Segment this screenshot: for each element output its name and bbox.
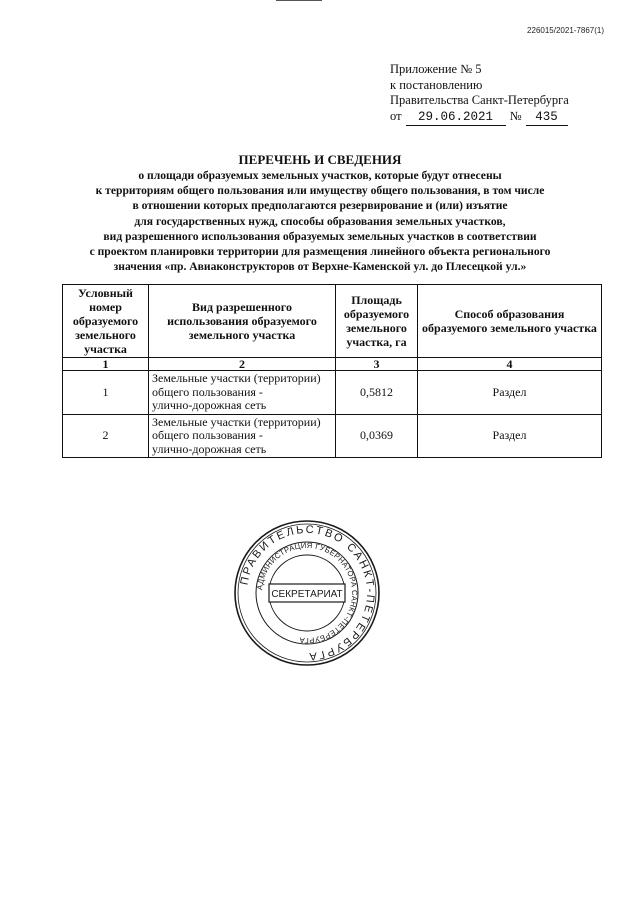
permitted-use-cell <box>149 414 336 458</box>
parcel-number-cell: 1 <box>63 371 149 415</box>
seal-outer-text: ПРАВИТЕЛЬСТВО САНКТ-ПЕТЕРБУРГА <box>238 523 377 663</box>
heading-line: значения «пр. Авиаконструкторов от Верхне-Каменской ул. до Плесецкой ул.» <box>113 260 527 274</box>
from-label: от <box>390 108 402 123</box>
appendix-line-3: Правительства Санкт-Петербурга <box>390 93 569 107</box>
header-area: Площадь образуемого земельного участка, га <box>336 285 418 358</box>
area-cell: 0,0369 <box>336 414 418 458</box>
header-permitted-use: Вид разрешенного использования образуемого земельного участка <box>149 285 336 358</box>
formation-method-cell: Раздел <box>418 371 602 415</box>
formation-method-cell: Раздел <box>418 414 602 458</box>
appendix-block <box>390 62 569 126</box>
permitted-use-line: улично-дорожная сеть <box>152 441 267 456</box>
parcel-number-cell: 2 <box>63 414 149 458</box>
heading-line: о площади образуемых земельных участков, которые будут отнесены <box>138 169 502 182</box>
heading-line: для государственных нужд, способы образования земельных участков, <box>134 214 506 228</box>
permitted-use-line: общего пользования - <box>152 428 263 442</box>
document-title: ПЕРЕЧЕНЬ И СВЕДЕНИЯ <box>238 152 402 167</box>
appendix-line-2: к постановлению <box>390 77 483 92</box>
appendix-date-line <box>390 109 569 127</box>
column-number: 4 <box>418 358 602 371</box>
document-heading <box>20 152 620 274</box>
parcels-table <box>62 284 602 458</box>
column-number: 2 <box>149 358 336 371</box>
permitted-use-line: Земельные участки (территории) <box>152 371 321 385</box>
number-label: № <box>509 108 522 123</box>
decree-number: 435 <box>526 110 568 127</box>
column-numbers-row <box>63 358 602 371</box>
top-scan-mark <box>276 0 322 1</box>
decree-date: 29.06.2021 <box>406 110 506 127</box>
header-parcel-number: Условный номер образуемого земельного участка <box>63 285 149 358</box>
permitted-use-line: улично-дорожная сеть <box>152 398 267 412</box>
heading-line: к территориям общего пользования или имуществу общего пользования, в том числе <box>95 184 545 198</box>
heading-line: с проектом планировки территории для размещения линейного объекта регионального <box>89 245 551 259</box>
heading-line: в отношении которых предполагаются резервирование и (или) изъятие <box>132 199 508 213</box>
seal-center-text: СЕКРЕТАРИАТ <box>271 589 343 600</box>
column-number: 3 <box>336 358 418 371</box>
permitted-use-line: Земельные участки (территории) <box>152 414 321 429</box>
permitted-use-cell <box>149 371 336 415</box>
seal-inner-text: АДМИНИСТРАЦИЯ ГУБЕРНАТОРА САНКТ-ПЕТЕРБУРГА <box>255 540 360 646</box>
official-seal-stamp <box>232 518 382 668</box>
permitted-use-line: общего пользования - <box>152 384 263 399</box>
area-cell: 0,5812 <box>336 371 418 415</box>
header-formation-method: Способ образования образуемого земельного участка <box>418 285 602 358</box>
appendix-line-1: Приложение № 5 <box>390 62 482 76</box>
document-id: 226015/2021-7867(1) <box>527 26 604 35</box>
heading-line: вид разрешенного использования образуемых земельных участков в соответствии <box>103 229 537 243</box>
table-row <box>63 414 602 458</box>
column-number: 1 <box>63 358 149 371</box>
table-row <box>63 371 602 415</box>
table-header-row <box>63 285 602 358</box>
